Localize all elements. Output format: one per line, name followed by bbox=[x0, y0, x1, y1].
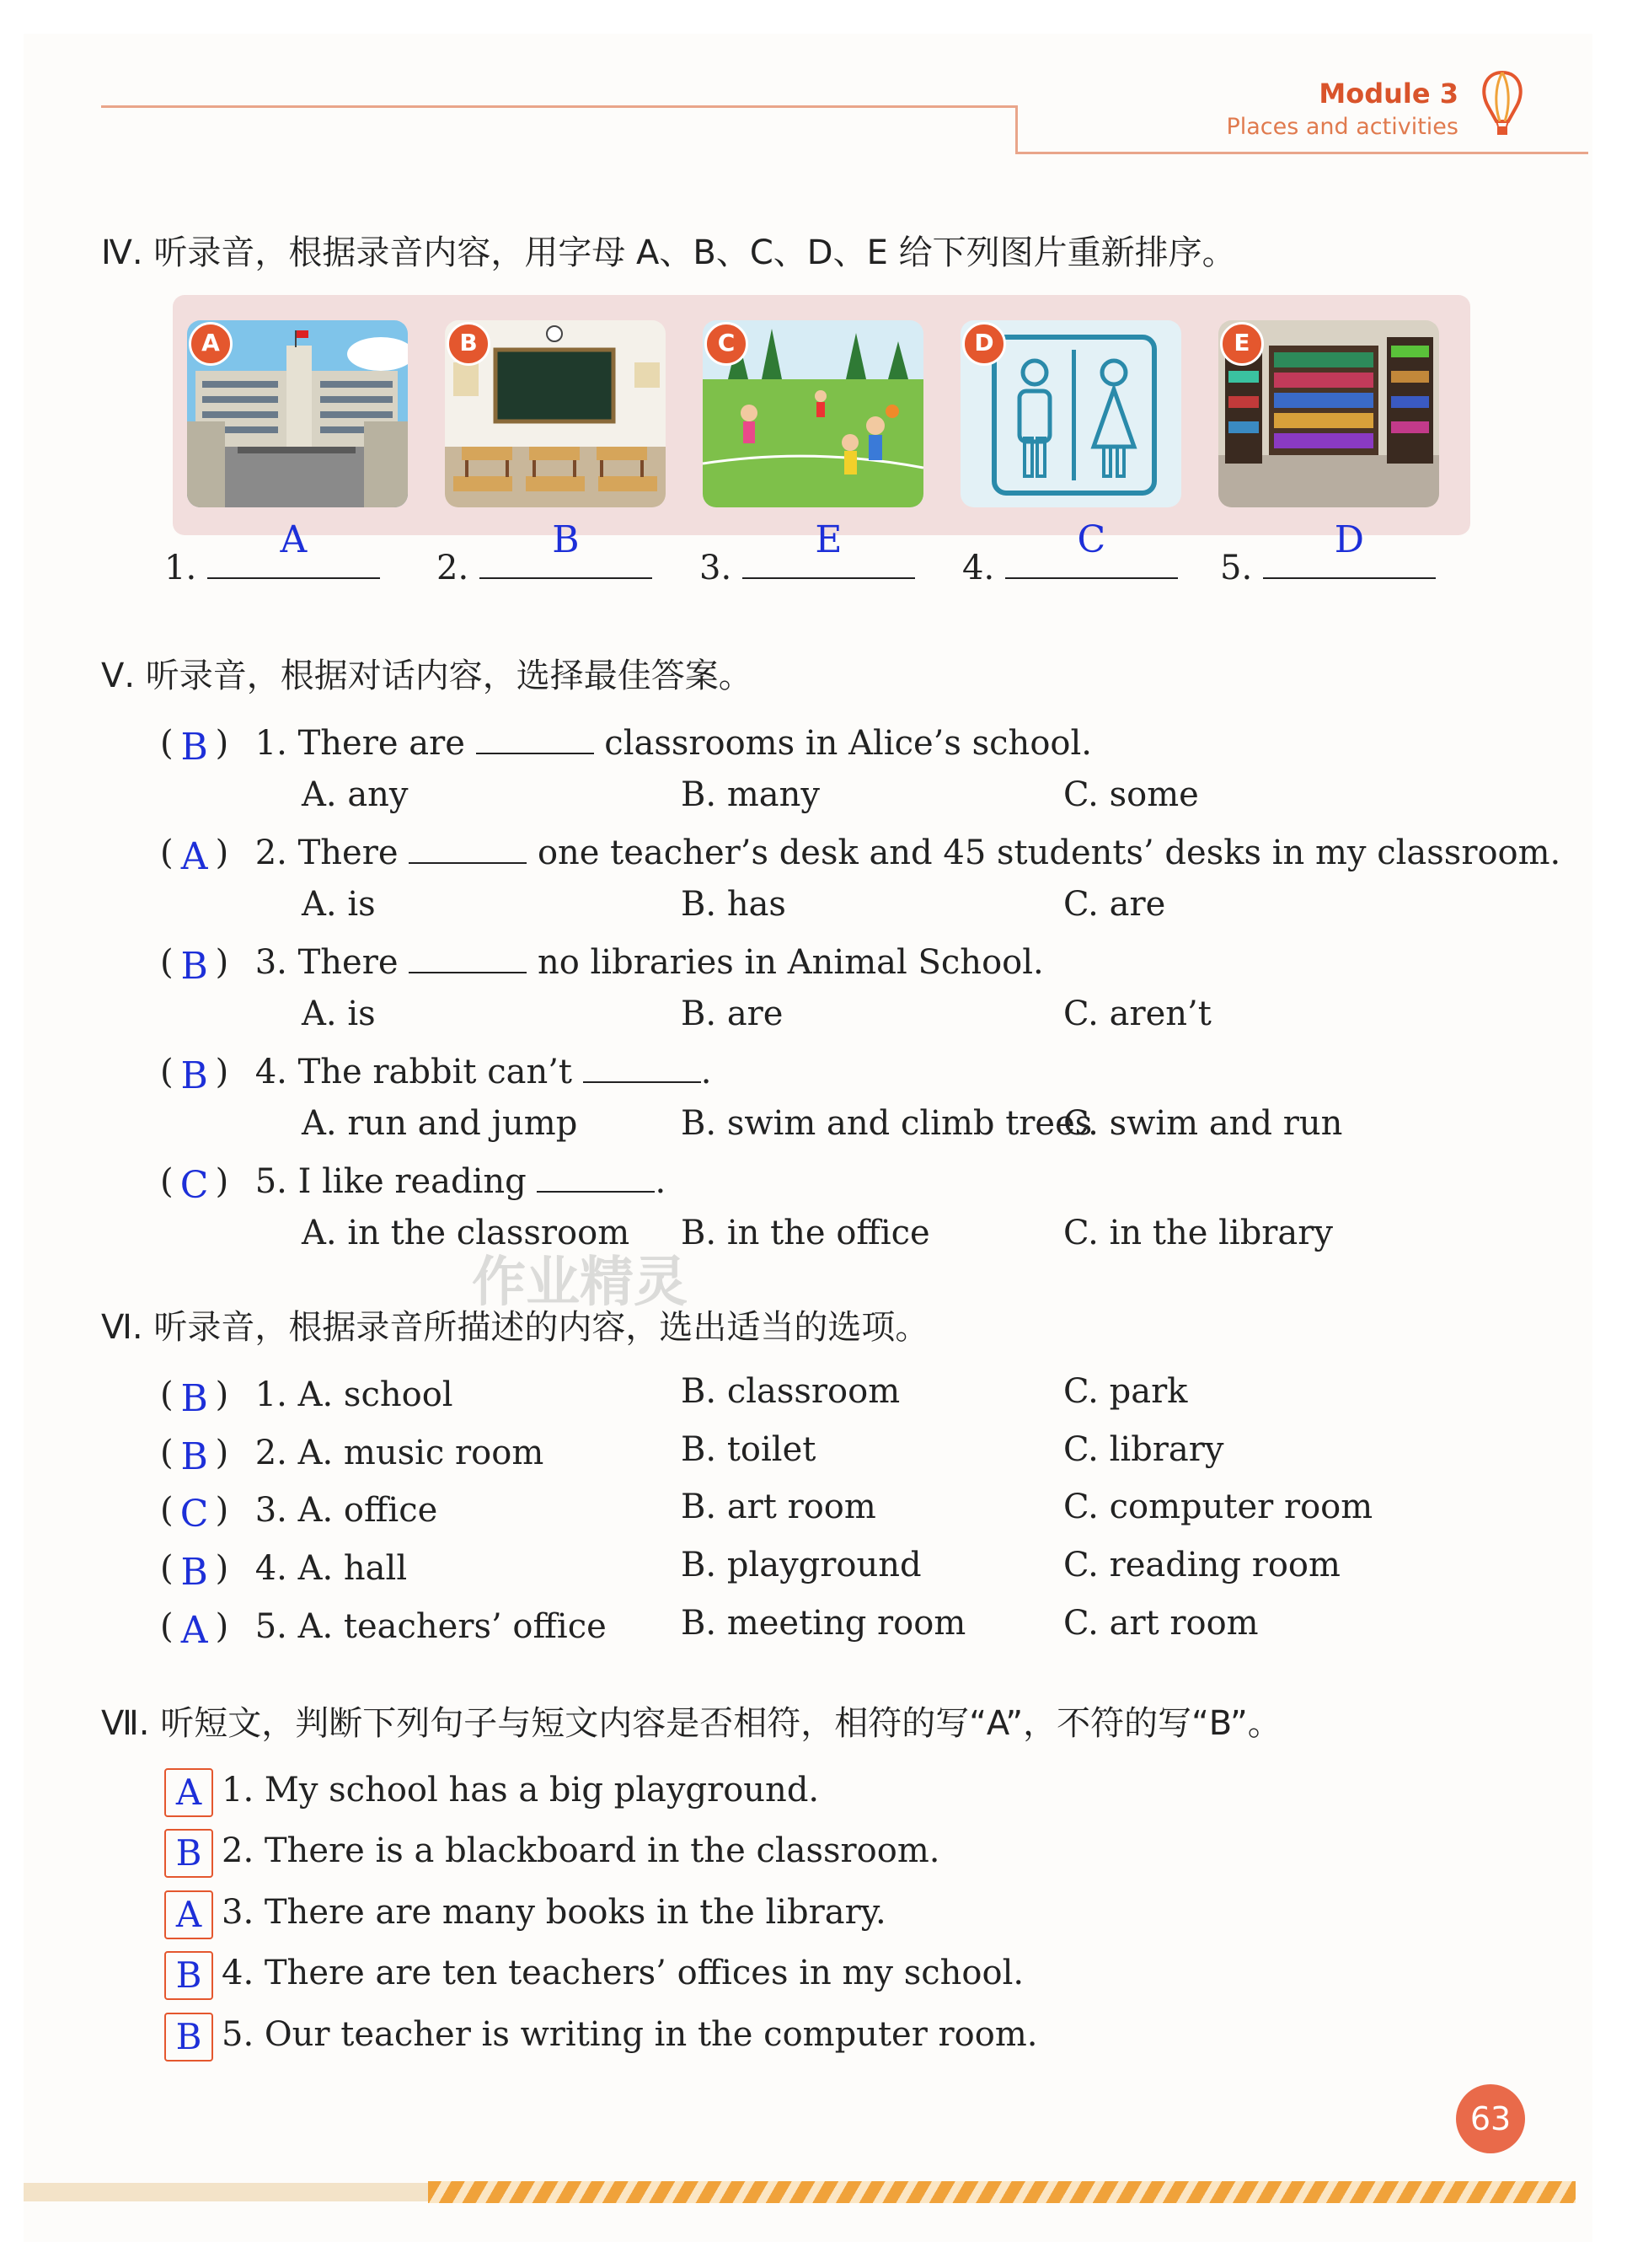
s6-q1-option-b: B. classroom bbox=[681, 1372, 901, 1411]
ordering-answer-1: 1. A bbox=[164, 544, 380, 587]
s6-answer-1[interactable]: B bbox=[180, 1377, 208, 1420]
s7-item-5: B 5. Our teacher is writing in the computer room. bbox=[164, 2013, 1037, 2062]
s7-item-4: B 4. There are ten teachers’ offices in my school. bbox=[164, 1951, 1024, 2000]
ordering-answer-4: 4. C bbox=[962, 544, 1178, 587]
s5-q2-option-a: A. is bbox=[302, 885, 376, 924]
section-7-title: Ⅶ. 听短文，判断下列句子与短文内容是否相符，相符的写“A”，不符的写“B”。 bbox=[101, 1704, 1282, 1743]
picture-a-school bbox=[187, 320, 408, 507]
picture-b-classroom bbox=[445, 320, 666, 507]
section-4-title: Ⅳ. 听录音，根据录音内容，用字母 A、B、C、D、E 给下列图片重新排序。 bbox=[101, 233, 1236, 272]
answer-blank[interactable]: E bbox=[742, 544, 915, 579]
s5-blank-2[interactable] bbox=[409, 834, 527, 864]
s6-question-1: ( B ) 1. A. school bbox=[160, 1375, 453, 1420]
picture-b-badge: B bbox=[447, 322, 490, 366]
s7-item-1: A 1. My school has a big playground. bbox=[164, 1768, 819, 1817]
watermark: 作业精灵 bbox=[472, 1252, 688, 1314]
s5-answer-2[interactable]: A bbox=[180, 835, 208, 878]
s5-q4-option-a: A. run and jump bbox=[302, 1104, 578, 1143]
s5-question-1: ( B ) 1. There are classrooms in Alice’s school. bbox=[160, 724, 1092, 769]
picture-c-badge: C bbox=[704, 322, 748, 366]
s5-question-5: ( C ) 5. I like reading . bbox=[160, 1162, 666, 1207]
s7-answer-box-3[interactable]: A bbox=[164, 1890, 213, 1939]
s6-answer-4[interactable]: B bbox=[180, 1551, 208, 1594]
s5-answer-1[interactable]: B bbox=[180, 726, 208, 769]
s5-q5-option-c: C. in the library bbox=[1063, 1214, 1333, 1252]
s5-blank-1[interactable] bbox=[476, 724, 594, 754]
s6-question-4: ( B ) 4. A. hall bbox=[160, 1549, 408, 1594]
s5-blank-3[interactable] bbox=[409, 943, 527, 973]
s5-q5-option-a: A. in the classroom bbox=[302, 1214, 630, 1252]
s5-q2-option-b: B. has bbox=[681, 885, 786, 924]
s5-q1-option-a: A. any bbox=[302, 775, 409, 814]
s6-q5-option-c: C. art room bbox=[1063, 1604, 1259, 1643]
ordering-answer-2: 2. B bbox=[436, 544, 652, 587]
header-rule-right bbox=[1015, 152, 1588, 154]
s6-q4-option-c: C. reading room bbox=[1063, 1546, 1341, 1584]
s5-q5-option-b: B. in the office bbox=[681, 1214, 930, 1252]
s5-q3-option-b: B. are bbox=[681, 995, 784, 1033]
s6-q2-option-c: C. library bbox=[1063, 1430, 1224, 1469]
s7-item-2: B 2. There is a blackboard in the classroom. bbox=[164, 1829, 939, 1878]
s5-blank-4[interactable] bbox=[583, 1053, 701, 1083]
s6-answer-3[interactable]: C bbox=[179, 1493, 209, 1536]
s6-question-2: ( B ) 2. A. music room bbox=[160, 1434, 544, 1478]
s5-q4-option-b: B. swim and climb trees bbox=[681, 1104, 1093, 1143]
ordering-answer-5: 5. D bbox=[1220, 544, 1436, 587]
picture-d-toilet bbox=[961, 320, 1181, 507]
s6-q3-option-b: B. art room bbox=[681, 1488, 876, 1526]
answer-blank[interactable]: B bbox=[479, 544, 652, 579]
s7-answer-box-2[interactable]: B bbox=[164, 1829, 213, 1878]
footer-bar bbox=[24, 2183, 428, 2201]
picture-c-playground bbox=[703, 320, 923, 507]
module-subtitle: Places and activities bbox=[1226, 114, 1458, 140]
s5-q1-option-c: C. some bbox=[1063, 775, 1199, 814]
hot-air-balloon-icon bbox=[1476, 69, 1528, 145]
s7-answer-box-4[interactable]: B bbox=[164, 1951, 213, 2000]
section-5-title: Ⅴ. 听录音，根据对话内容，选择最佳答案。 bbox=[101, 657, 752, 695]
s5-q3-option-c: C. aren’t bbox=[1063, 995, 1212, 1033]
page-number: 63 bbox=[1456, 2084, 1525, 2153]
ordering-answer-3: 3. E bbox=[699, 544, 915, 587]
s6-answer-5[interactable]: A bbox=[180, 1609, 208, 1652]
s6-q4-option-b: B. playground bbox=[681, 1546, 922, 1584]
picture-e-badge: E bbox=[1220, 322, 1264, 366]
s6-question-3: ( C ) 3. A. office bbox=[160, 1491, 438, 1536]
header-rule-step bbox=[1015, 105, 1018, 154]
s5-answer-3[interactable]: B bbox=[180, 945, 208, 988]
s5-question-4: ( B ) 4. The rabbit can’t . bbox=[160, 1053, 712, 1097]
s7-answer-box-5[interactable]: B bbox=[164, 2013, 213, 2062]
answer-blank[interactable]: D bbox=[1263, 544, 1436, 579]
module-title: Module 3 bbox=[1319, 78, 1458, 110]
picture-a-badge: A bbox=[189, 322, 233, 366]
s7-item-3: A 3. There are many books in the library. bbox=[164, 1890, 886, 1939]
s5-answer-4[interactable]: B bbox=[180, 1054, 208, 1097]
s7-answer-box-1[interactable]: A bbox=[164, 1768, 213, 1817]
s6-q1-option-c: C. park bbox=[1063, 1372, 1188, 1411]
section-6-title: Ⅵ. 听录音，根据录音所描述的内容，选出适当的选项。 bbox=[101, 1308, 929, 1347]
s6-q3-option-c: C. computer room bbox=[1063, 1488, 1373, 1526]
s5-blank-5[interactable] bbox=[537, 1162, 655, 1193]
s6-q5-option-b: B. meeting room bbox=[681, 1604, 966, 1643]
s5-question-2: ( A ) 2. There one teacher’s desk and 45 students’ desks in my classroom. bbox=[160, 834, 1561, 878]
answer-blank[interactable]: C bbox=[1005, 544, 1178, 579]
footer-stripes bbox=[428, 2181, 1576, 2203]
header-rule bbox=[101, 105, 1015, 108]
picture-e-library bbox=[1218, 320, 1439, 507]
picture-d-badge: D bbox=[962, 322, 1006, 366]
s5-question-3: ( B ) 3. There no libraries in Animal School. bbox=[160, 943, 1044, 988]
s6-q2-option-b: B. toilet bbox=[681, 1430, 816, 1469]
answer-blank[interactable]: A bbox=[207, 544, 380, 579]
s6-question-5: ( A ) 5. A. teachers’ office bbox=[160, 1607, 607, 1652]
s6-answer-2[interactable]: B bbox=[180, 1435, 208, 1478]
s5-answer-5[interactable]: C bbox=[179, 1164, 209, 1207]
s5-q1-option-b: B. many bbox=[681, 775, 820, 814]
s5-q3-option-a: A. is bbox=[302, 995, 376, 1033]
s5-q4-option-c: C. swim and run bbox=[1063, 1104, 1343, 1143]
s5-q2-option-c: C. are bbox=[1063, 885, 1166, 924]
